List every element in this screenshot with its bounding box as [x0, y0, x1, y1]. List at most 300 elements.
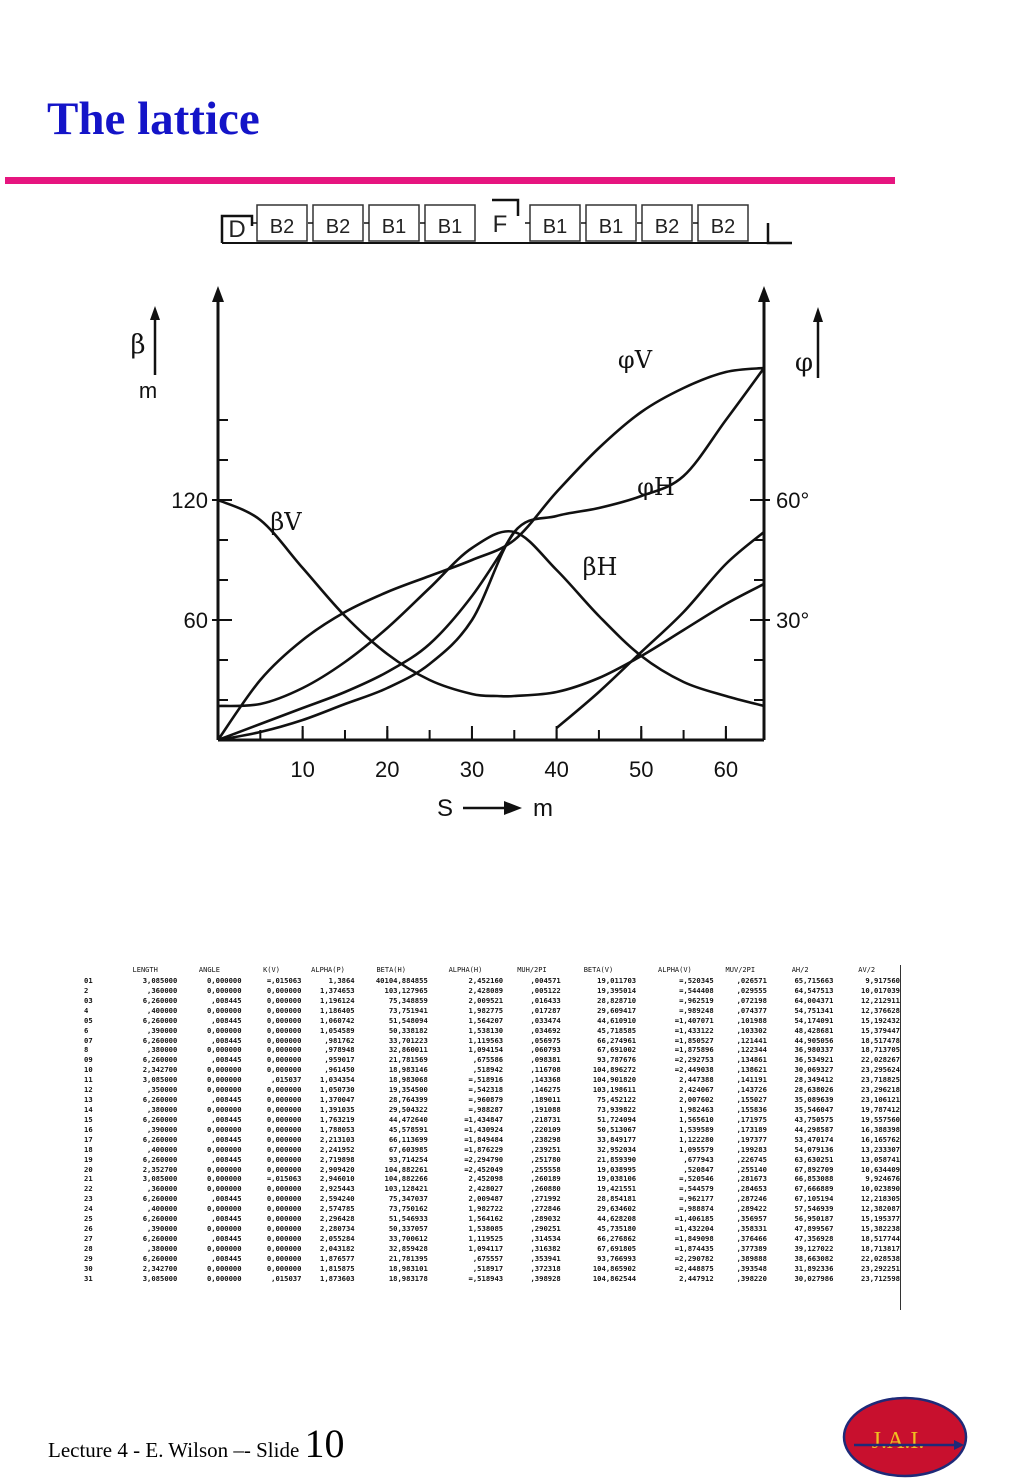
table-cell: 63,630251 [794, 1154, 834, 1164]
table-row [82, 1125, 900, 1135]
table-row [82, 1045, 900, 1055]
table-right-border [900, 965, 901, 1310]
table-cell: 16,388398 [861, 1124, 900, 1134]
table-cell: 0,000000 [266, 1025, 302, 1035]
table-cell: ,289032 [530, 1214, 561, 1224]
magnet-label: B1 [381, 216, 407, 238]
table-cell: =1,407071 [674, 1015, 714, 1025]
lattice-chart [0, 190, 1024, 830]
table-cell: 28,764399 [388, 1095, 428, 1105]
table-row [82, 1224, 900, 1234]
table-cell: 0,000000 [206, 1184, 242, 1194]
table-cell: 103,128421 [384, 1184, 428, 1194]
table-cell: =,962519 [679, 995, 714, 1005]
table-row-id: 30 [84, 1263, 93, 1273]
table-cell: ,393548 [736, 1263, 767, 1273]
x-tick-label: 50 [629, 757, 654, 782]
table-cell: ,015037 [271, 1273, 302, 1283]
table-cell: 2,280734 [320, 1224, 355, 1234]
table-row-id: 25 [84, 1214, 93, 1224]
table-cell: 1,119563 [468, 1035, 504, 1045]
table-cell: 0,000000 [206, 976, 242, 985]
table-header-cell: AH/2 [791, 966, 809, 974]
table-cell: 29,634602 [597, 1204, 637, 1214]
table-cell: 0,000000 [266, 1233, 302, 1243]
table-cell: ,518942 [472, 1065, 504, 1075]
table-cell: ,238298 [530, 1134, 561, 1144]
table-row [82, 996, 900, 1006]
table-row [82, 1264, 900, 1274]
table-cell: =,520345 [679, 976, 714, 985]
table-cell: ,290251 [530, 1224, 561, 1234]
table-cell: ,677943 [683, 1154, 714, 1164]
series-label: βV [270, 508, 302, 536]
table-cell: 45,735180 [597, 1224, 637, 1234]
table-cell: 0,000000 [266, 1154, 302, 1164]
table-cell: ,260880 [530, 1184, 561, 1194]
table-cell: 18,983146 [388, 1065, 428, 1075]
table-cell: 19,354500 [388, 1085, 428, 1095]
table-cell: 0,000000 [266, 1114, 302, 1124]
table-cell: ,016433 [530, 995, 561, 1005]
table-cell: ,008445 [211, 1214, 242, 1224]
table-cell: 54,751341 [794, 1005, 834, 1015]
table-cell: ,008445 [211, 1154, 242, 1164]
table-cell: 2,342700 [142, 1263, 178, 1273]
table-row [82, 1145, 900, 1155]
table-cell: 0,000000 [206, 1273, 242, 1283]
slide-footer [48, 1420, 345, 1467]
table-header-cell: K(V) [263, 966, 280, 974]
table-row [82, 976, 900, 986]
table-cell: 0,000000 [266, 1045, 302, 1055]
table-row [82, 1165, 900, 1175]
x-axis-unit: m [533, 795, 553, 822]
table-cell: ,400000 [147, 1204, 178, 1214]
table-row [82, 1055, 900, 1065]
table-row [82, 1026, 900, 1036]
table-cell: =,989248 [679, 1005, 714, 1015]
table-cell: 65,715663 [794, 976, 834, 985]
table-cell: ,116708 [530, 1065, 561, 1075]
table-cell: 103,198611 [592, 1085, 637, 1095]
table-cell: 67,892709 [794, 1164, 834, 1174]
table-cell: ,143726 [736, 1085, 767, 1095]
table-cell: ,101988 [736, 1015, 767, 1025]
table-row-id: 11 [84, 1075, 93, 1085]
table-row-id: 05 [84, 1015, 93, 1025]
x-label-arrow-head [504, 801, 522, 815]
table-cell: 0,000000 [266, 1065, 302, 1075]
table-cell: 1,054589 [320, 1025, 355, 1035]
table-cell: 40104,884855 [375, 976, 428, 985]
table-row-id: 23 [84, 1194, 93, 1204]
table-cell: 35,546047 [794, 1104, 834, 1114]
table-cell: 19,421551 [597, 1184, 637, 1194]
table-cell: 67,691002 [597, 1045, 637, 1055]
table-cell: 0,000000 [206, 1104, 242, 1114]
table-cell: 93,714254 [388, 1154, 428, 1164]
table-cell: =1,876229 [464, 1144, 504, 1154]
series-label: φH [637, 473, 675, 501]
table-cell: 0,000000 [206, 1144, 242, 1154]
table-cell: =1,432204 [674, 1224, 714, 1234]
table-cell: 73,939822 [597, 1104, 637, 1114]
table-cell: 2,428027 [468, 1184, 504, 1194]
table-header-row [82, 965, 900, 976]
table-row-id: 22 [84, 1184, 93, 1194]
table-row-id: 01 [84, 976, 93, 985]
table-cell: 64,004371 [794, 995, 834, 1005]
table-cell: 0,000000 [266, 1204, 302, 1214]
table-cell: 1,095579 [679, 1144, 714, 1154]
x-tick-label: 40 [544, 757, 569, 782]
table-cell: =,542318 [468, 1085, 504, 1095]
table-row [82, 1016, 900, 1026]
table-cell: =,988874 [679, 1204, 714, 1214]
x-tick-label: 60 [713, 757, 739, 782]
table-row [82, 1184, 900, 1194]
table-cell: 18,983068 [388, 1075, 428, 1085]
table-row-id: 20 [84, 1164, 93, 1174]
table-cell: ,138621 [736, 1065, 767, 1075]
table-cell: 2,241952 [320, 1144, 355, 1154]
table-cell: ,143368 [530, 1075, 561, 1085]
table-header-cell: BETA(H) [376, 966, 406, 974]
table-cell: 104,865902 [592, 1263, 637, 1273]
table-cell: 0,000000 [266, 1214, 302, 1224]
table-cell: 103,127965 [384, 985, 428, 995]
table-cell: 93,766993 [597, 1253, 637, 1263]
table-row [82, 986, 900, 996]
table-cell: 6,260000 [142, 1095, 178, 1105]
table-cell: 1,122280 [679, 1134, 714, 1144]
table-cell: 16,165762 [861, 1134, 900, 1144]
table-cell: 13,233307 [861, 1144, 900, 1154]
magnet-label: B1 [437, 216, 463, 238]
table-cell: 21,781395 [388, 1253, 428, 1263]
table-header-cell: BETA(V) [583, 966, 614, 974]
table-row-id: 26 [84, 1224, 93, 1234]
table-row [82, 1075, 900, 1085]
table-row-id: 09 [84, 1055, 93, 1065]
table-cell: 2,452160 [468, 976, 504, 985]
table-row-id: 6 [84, 1025, 89, 1035]
table-cell: ,173189 [736, 1124, 767, 1134]
magnet-label: D [228, 216, 246, 243]
table-cell: 23,296218 [861, 1085, 900, 1095]
table-cell: 0,000000 [266, 985, 302, 995]
table-cell: ,171975 [736, 1114, 767, 1124]
table-cell: =2,452049 [464, 1164, 504, 1174]
table-cell: ,121441 [736, 1035, 767, 1045]
table-cell: 30,069327 [794, 1065, 834, 1075]
table-cell: 1,815875 [320, 1263, 355, 1273]
table-cell: ,189011 [530, 1095, 561, 1105]
table-cell: 67,666889 [794, 1184, 834, 1194]
table-cell: =,015063 [266, 1174, 302, 1184]
table-cell: 44,628208 [597, 1214, 637, 1224]
table-cell: 75,348859 [388, 995, 428, 1005]
table-row-id: 16 [84, 1124, 93, 1134]
table-cell: 2,296428 [320, 1214, 355, 1224]
table-cell: 2,055284 [320, 1233, 355, 1243]
table-cell: =,962177 [679, 1194, 714, 1204]
table-cell: 28,349412 [794, 1075, 834, 1085]
table-cell: =2,449038 [674, 1065, 714, 1075]
table-cell: ,103302 [736, 1025, 767, 1035]
table-cell: 104,882266 [384, 1174, 428, 1184]
table-cell: ,074377 [736, 1005, 767, 1015]
table-cell: 1,564207 [468, 1015, 504, 1025]
table-cell: =1,874435 [674, 1243, 714, 1253]
table-cell: ,155836 [736, 1104, 767, 1114]
table-cell: ,004571 [530, 976, 561, 985]
table-cell: 51,724094 [597, 1114, 637, 1124]
table-cell: 2,009521 [468, 995, 504, 1005]
table-cell: ,251780 [530, 1154, 561, 1164]
table-cell: 2,909420 [320, 1164, 355, 1174]
table-cell: ,122344 [736, 1045, 767, 1055]
table-cell: ,398928 [530, 1273, 561, 1283]
table-row-id: 2 [84, 985, 89, 995]
table-cell: 0,000000 [266, 1134, 302, 1144]
table-cell: 0,000000 [266, 1263, 302, 1273]
table-row-id: 18 [84, 1144, 93, 1154]
table-header-cell: MUH/2PI [517, 966, 547, 974]
table-cell: 12,382087 [861, 1204, 900, 1214]
table-cell: 0,000000 [266, 1243, 302, 1253]
table-cell: 104,882261 [384, 1164, 428, 1174]
table-cell: 1,538130 [468, 1025, 504, 1035]
table-cell: ,518917 [472, 1263, 504, 1273]
table-cell: ,029555 [736, 985, 767, 995]
table-cell: ,380000 [147, 1104, 178, 1114]
footer-lecture-text: Lecture 4 - E. Wilson –- Slide [48, 1438, 305, 1462]
table-cell: ,520847 [683, 1164, 714, 1174]
table-cell: 1,3864 [328, 976, 355, 985]
table-cell: =,518943 [468, 1273, 504, 1283]
x-tick-label: 20 [375, 757, 400, 782]
table-cell: =1,430924 [464, 1124, 504, 1134]
table-row-id: 29 [84, 1253, 93, 1263]
table-cell: ,377389 [736, 1243, 767, 1253]
table-cell: 2,043182 [320, 1243, 355, 1253]
table-cell: 1,050730 [320, 1085, 355, 1095]
table-cell: 3,085000 [142, 1174, 178, 1184]
table-cell: ,390000 [147, 1025, 178, 1035]
table-cell: 23,295624 [861, 1065, 900, 1075]
table-cell: ,008445 [211, 1095, 242, 1105]
table-cell: ,281673 [736, 1174, 767, 1184]
x-tick-label: 10 [290, 757, 315, 782]
magnet-label: B2 [654, 216, 680, 238]
table-cell: 0,000000 [206, 1224, 242, 1234]
table-cell: 0,000000 [206, 1045, 242, 1055]
table-cell: ,353941 [530, 1253, 561, 1263]
table-cell: ,314534 [530, 1233, 561, 1243]
table-cell: ,376466 [736, 1233, 767, 1243]
table-cell: 93,787676 [597, 1055, 637, 1065]
table-cell: 18,983101 [388, 1263, 428, 1273]
table-cell: 45,578591 [388, 1124, 428, 1134]
table-row-id: 13 [84, 1095, 93, 1105]
table-cell: 10,017039 [861, 985, 900, 995]
table-cell: ,197377 [736, 1134, 767, 1144]
table-cell: 19,557560 [861, 1114, 900, 1124]
table-cell: 13,058741 [861, 1154, 900, 1164]
table-cell: ,226745 [736, 1154, 767, 1164]
table-cell: 29,504322 [388, 1104, 428, 1114]
table-cell: ,271992 [530, 1194, 561, 1204]
y-right-axis-symbol: φ [794, 348, 814, 378]
table-cell: 1,119525 [468, 1233, 504, 1243]
table-cell: =,520546 [679, 1174, 714, 1184]
table-header-cell: ALPHA(P) [311, 966, 345, 974]
table-cell: 73,750162 [388, 1204, 428, 1214]
table-cell: 19,787412 [861, 1104, 900, 1114]
table-cell: ,056975 [530, 1035, 561, 1045]
table-cell: 1,539589 [679, 1124, 714, 1134]
table-cell: ,372318 [530, 1263, 561, 1273]
table-cell: 0,000000 [266, 1253, 302, 1263]
table-cell: =,960879 [468, 1095, 504, 1105]
table-cell: 23,718825 [861, 1075, 900, 1085]
table-cell: 2,352700 [142, 1164, 178, 1174]
x-axis-label: S [436, 795, 454, 822]
table-row [82, 1214, 900, 1224]
table-cell: 2,452098 [468, 1174, 504, 1184]
table-cell: 6,260000 [142, 1194, 178, 1204]
table-cell: 0,000000 [206, 1005, 242, 1015]
table-cell: 1,196124 [320, 995, 355, 1005]
table-cell: 9,924676 [865, 1174, 900, 1184]
table-cell: ,287246 [736, 1194, 767, 1204]
table-cell: ,034692 [530, 1025, 561, 1035]
lattice-table [82, 965, 907, 1315]
table-cell: 6,260000 [142, 1214, 178, 1224]
table-cell: 6,260000 [142, 1035, 178, 1045]
table-cell: 28,854181 [597, 1194, 637, 1204]
y-right-label-arrow-head [813, 307, 823, 322]
table-cell: 32,860011 [388, 1045, 428, 1055]
table-cell: ,026571 [736, 976, 767, 985]
table-cell: 6,260000 [142, 1134, 178, 1144]
table-cell: 1,186405 [320, 1005, 355, 1015]
table-cell: ,284653 [736, 1184, 767, 1194]
table-cell: 22,028267 [861, 1055, 900, 1065]
table-row [82, 1115, 900, 1125]
jai-logo [842, 1396, 968, 1478]
table-cell: 3,085000 [142, 1273, 178, 1283]
table-cell: =2,448875 [674, 1263, 714, 1273]
table-cell: ,398220 [736, 1273, 767, 1283]
table-cell: 6,260000 [142, 1154, 178, 1164]
table-cell: 0,000000 [266, 1184, 302, 1194]
footer-slide-number: 10 [304, 1421, 345, 1466]
table-cell: =2,294790 [464, 1154, 504, 1164]
table-cell: 47,356928 [794, 1233, 834, 1243]
table-row-id: 4 [84, 1005, 89, 1015]
table-cell: 67,603985 [388, 1144, 428, 1154]
y-left-axis-unit: m [138, 378, 158, 403]
y-left-label-arrow-head [150, 306, 160, 320]
table-cell: 6,260000 [142, 995, 178, 1005]
table-cell: 0,000000 [266, 1085, 302, 1095]
y-right-tick-label: 30° [776, 608, 810, 633]
table-cell: 39,127022 [794, 1243, 834, 1253]
table-cell: 32,952034 [597, 1144, 637, 1154]
table-cell: ,981762 [324, 1035, 355, 1045]
table-cell: 43,750575 [794, 1114, 834, 1124]
table-cell: 6,260000 [142, 1114, 178, 1124]
table-cell: ,134861 [736, 1055, 767, 1065]
table-header-cell: MUV/2PI [725, 966, 756, 974]
lattice-parameter-table [82, 965, 900, 1284]
magnet-label: F [492, 211, 508, 238]
table-cell: 19,038995 [597, 1164, 637, 1174]
table-cell: 33,849177 [597, 1134, 637, 1144]
slide-title: The lattice [47, 93, 260, 145]
table-cell: 0,000000 [206, 985, 242, 995]
table-cell: 67,691805 [597, 1243, 637, 1253]
y-left-axis-symbol: β [130, 330, 146, 360]
table-cell: 0,000000 [266, 1164, 302, 1174]
table-cell: 64,547513 [794, 985, 834, 995]
table-cell: 66,274961 [597, 1035, 637, 1045]
right-axis-arrow [758, 286, 770, 302]
table-cell: =,544579 [679, 1184, 714, 1194]
table-cell: 6,260000 [142, 1055, 178, 1065]
magnet-label: B2 [325, 216, 351, 238]
table-row-id: 27 [84, 1233, 93, 1243]
table-header-cell: ALPHA(H) [448, 966, 483, 974]
table-cell: =1,434847 [464, 1114, 504, 1124]
table-cell: ,400000 [147, 1144, 178, 1154]
table-cell: 28,638026 [794, 1085, 834, 1095]
table-row [82, 1036, 900, 1046]
table-cell: ,390000 [147, 1124, 178, 1134]
table-row-id: 24 [84, 1204, 93, 1214]
table-cell: 54,174091 [794, 1015, 834, 1025]
table-cell: 50,513067 [597, 1124, 637, 1134]
table-row-id: 12 [84, 1085, 93, 1095]
table-cell: ,008445 [211, 995, 242, 1005]
table-cell: =1,433122 [674, 1025, 714, 1035]
table-cell: 21,859390 [597, 1154, 637, 1164]
table-cell: 0,000000 [206, 1085, 242, 1095]
table-row-id: 03 [84, 995, 93, 1005]
table-cell: 3,085000 [142, 1075, 178, 1085]
table-cell: 57,546939 [794, 1204, 834, 1214]
table-cell: 50,337057 [388, 1224, 428, 1234]
table-cell: ,400000 [147, 1005, 178, 1015]
table-cell: 0,000000 [266, 1005, 302, 1015]
table-cell: 1,982775 [468, 1005, 504, 1015]
table-cell: 67,105194 [794, 1194, 834, 1204]
table-cell: 0,000000 [206, 1124, 242, 1134]
table-cell: 19,038106 [597, 1174, 637, 1184]
table-cell: ,255558 [530, 1164, 561, 1174]
table-row [82, 1155, 900, 1165]
table-cell: 66,276862 [597, 1233, 637, 1243]
table-cell: =1,849484 [464, 1134, 504, 1144]
table-cell: 23,292251 [861, 1263, 900, 1273]
table-cell: 2,946010 [320, 1174, 355, 1184]
table-cell: ,098381 [530, 1055, 561, 1065]
table-cell: 2,009487 [468, 1194, 504, 1204]
table-row [82, 1085, 900, 1095]
